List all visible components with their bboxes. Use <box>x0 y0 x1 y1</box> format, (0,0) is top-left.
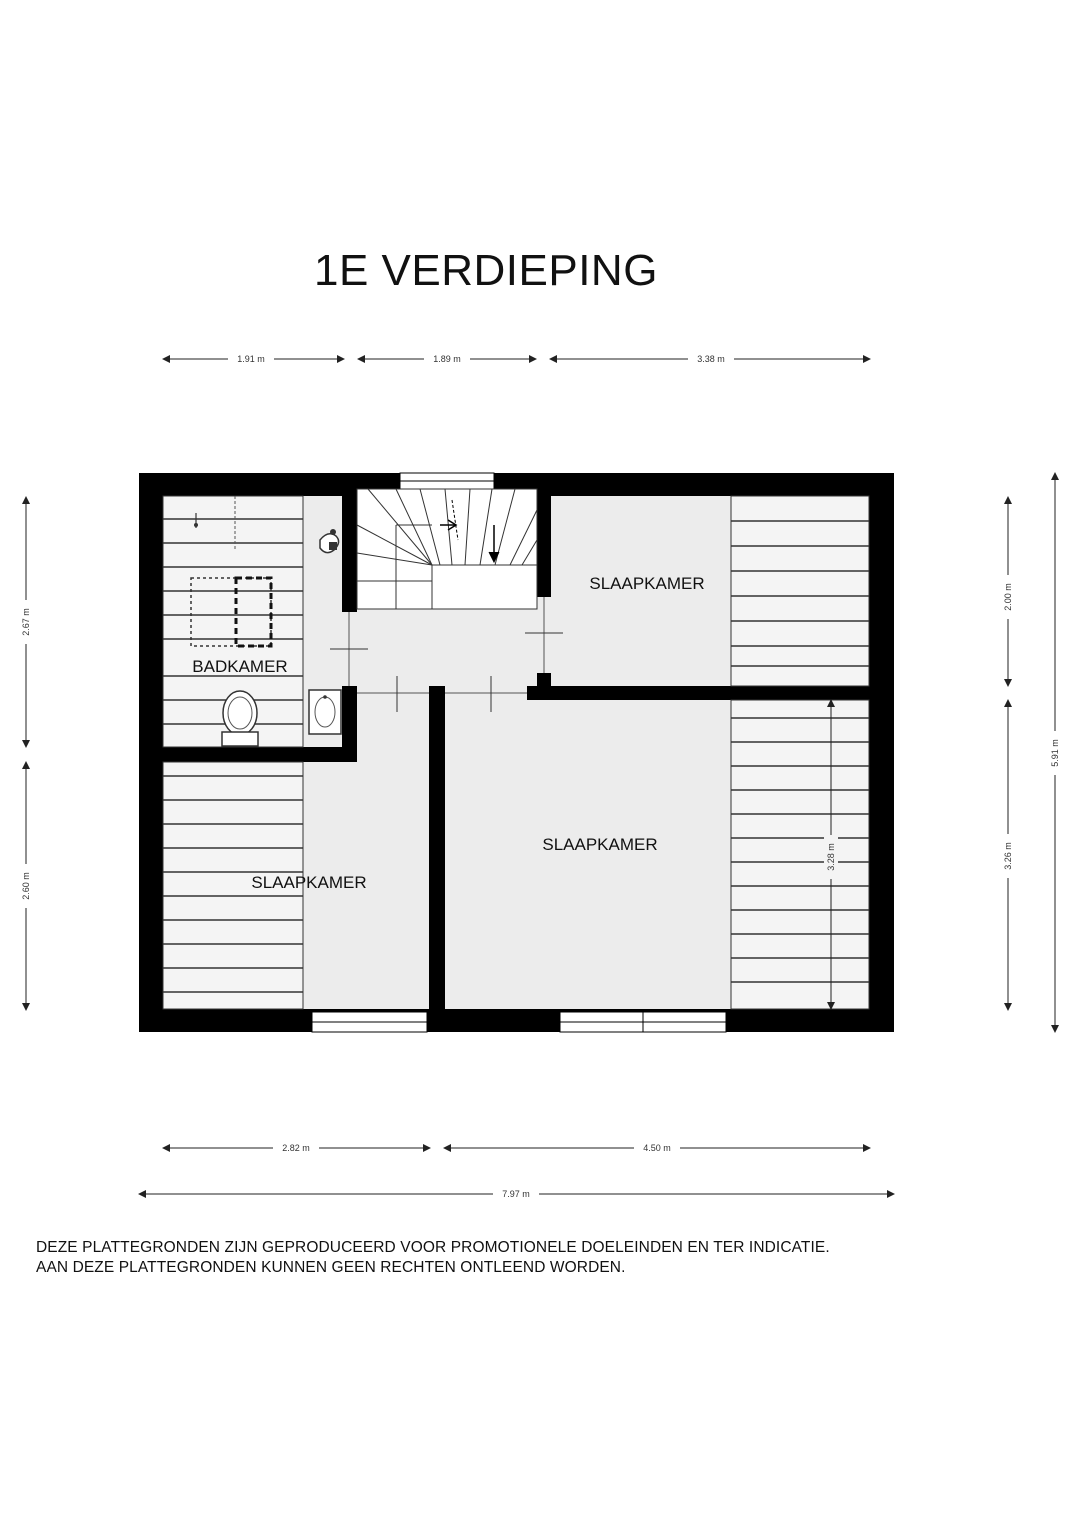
sink-icon <box>309 690 341 734</box>
dim-bottom-1: 2.82 m <box>282 1143 310 1153</box>
staircase <box>357 489 537 609</box>
closet-right-top <box>731 496 869 686</box>
dimension-right <box>1008 473 1055 1032</box>
dim-right-1: 2.00 m <box>1003 583 1013 611</box>
dim-right-2: 3.26 m <box>1003 842 1013 870</box>
disclaimer-line-2: AAN DEZE PLATTEGRONDEN KUNNEN GEEN RECHTEN ONTLEEND WORDEN. <box>36 1259 626 1276</box>
dim-right-total: 5.91 m <box>1050 739 1060 767</box>
dim-top-2: 1.89 m <box>433 354 461 364</box>
toilet-icon <box>222 691 258 746</box>
disclaimer-line-1: DEZE PLATTEGRONDEN ZIJN GEPRODUCEERD VOOR PROMOTIONELE DOELEINDEN EN TER INDICATIE. <box>36 1239 830 1256</box>
dim-bedroom-inner: 3.28 m <box>826 843 836 871</box>
room-label-bedroom-top-right: SLAAPKAMER <box>589 574 705 593</box>
dim-total-width: 7.97 m <box>502 1189 530 1199</box>
room-label-bathroom: BADKAMER <box>192 657 288 676</box>
room-label-bedroom-left: SLAAPKAMER <box>251 873 367 892</box>
dim-top-1: 1.91 m <box>237 354 265 364</box>
disclaimer <box>36 1238 830 1278</box>
floor-title: 1E VERDIEPING <box>314 246 658 295</box>
dim-bottom-2: 4.50 m <box>643 1143 671 1153</box>
closet-right-bottom <box>731 700 869 1009</box>
dim-top-3: 3.38 m <box>697 354 725 364</box>
dim-left-2: 2.60 m <box>21 872 31 900</box>
dim-left-1: 2.67 m <box>21 608 31 636</box>
room-label-bedroom-center: SLAAPKAMER <box>542 835 658 854</box>
